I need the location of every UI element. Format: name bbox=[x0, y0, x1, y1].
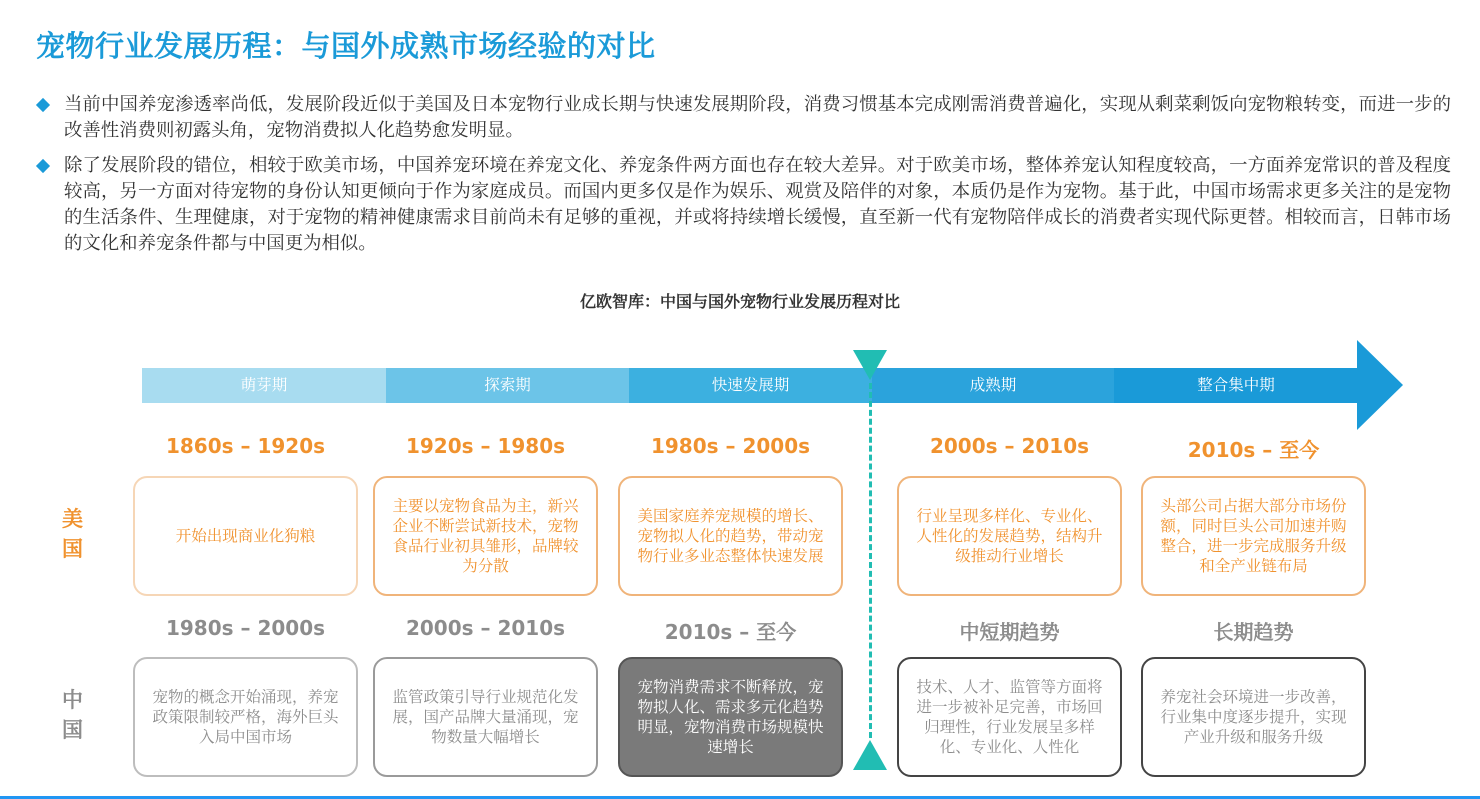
stage-label: 快速发展期 bbox=[711, 376, 790, 394]
cn-box-text: 宠物的概念开始涌现，养宠政策限制较严格，海外巨头入局中国市场 bbox=[152, 688, 339, 746]
us-box-text: 开始出现商业化狗粮 bbox=[175, 527, 316, 545]
us-stage-box bbox=[133, 476, 358, 596]
us-box-text: 美国家庭养宠规模的增长、宠物拟人化的趋势，带动宠物行业多业态整体快速发展 bbox=[637, 507, 824, 565]
stage-bar-4 bbox=[872, 368, 1114, 403]
bullet-paragraph-1 bbox=[36, 92, 1451, 144]
cn-box-text: 宠物消费需求不断释放，宠物拟人化、需求多元化趋势明显，宠物消费市场规模快速增长 bbox=[637, 678, 824, 756]
cn-period-label: 中短期趋势 bbox=[959, 620, 1060, 644]
us-period-label: 2010s – 至今 bbox=[1187, 438, 1320, 462]
us-box-text: 主要以宠物食品为主，新兴企业不断尝试新技术，宠物食品行业初具雏形，品牌较为分散 bbox=[392, 497, 579, 575]
bullet-text: 除了发展阶段的错位，相较于欧美市场，中国养宠环境在养宠文化、养宠条件两方面也存在较大差异。对于欧美市场，整体养宠认知程度较高，一方面养宠常识的普及程度较高，另一方面对待宠物的身份认知更倾向于作为家庭成员。而国内更多仅是作为娱乐、观赏及陪伴的对象，本质仍是作为宠物。基于此，中国市场需求更多关注的是宠物的生活条件、生理健康，对于宠物的精神健康需求目前尚未有足够的重视，并或将持续增长缓慢，直至新一代有宠物陪伴成长的消费者实现代际更替。相较而言，日韩市场的文化和养宠条件都与中国更为相似。 bbox=[64, 155, 1451, 254]
us-period-label: 1920s – 1980s bbox=[405, 434, 566, 458]
figure-title: 亿欧智库：中国与国外宠物行业发展历程对比 bbox=[579, 292, 900, 311]
cn-box-text: 技术、人才、监管等方面将进一步被补足完善，市场回归理性，行业发展呈多样化、专业化、人性化 bbox=[916, 678, 1103, 756]
us-period-label: 1980s – 2000s bbox=[650, 434, 811, 458]
cn-period-label: 1980s – 2000s bbox=[165, 616, 326, 640]
stage-bar-3 bbox=[629, 368, 872, 403]
stage-label: 探索期 bbox=[484, 376, 531, 394]
cn-period-label: 2010s – 至今 bbox=[664, 620, 797, 644]
cn-period-label: 长期趋势 bbox=[1213, 620, 1294, 644]
stage-bar-5 bbox=[1114, 368, 1358, 403]
row-label-us: 美国 bbox=[62, 507, 83, 561]
us-stage-box bbox=[897, 476, 1122, 596]
stage-label: 整合集中期 bbox=[1197, 376, 1275, 394]
current-position-top-triangle-icon bbox=[853, 350, 887, 380]
us-period-label: 1860s – 1920s bbox=[165, 434, 326, 458]
cn-period-label: 2000s – 2010s bbox=[405, 616, 566, 640]
us-stage-box bbox=[1141, 476, 1366, 596]
stage-label: 成熟期 bbox=[969, 376, 1017, 394]
bullet-paragraph-2 bbox=[36, 153, 1451, 257]
current-position-dashed-line bbox=[869, 383, 872, 738]
cn-trend-box-long-term bbox=[1141, 657, 1366, 777]
bullet-text: 当前中国养宠渗透率尚低，发展阶段近似于美国及日本宠物行业成长期与快速发展期阶段，消费习惯基本完成刚需消费普遍化，实现从剩菜剩饭向宠物粮转变，而进一步的改善性消费则初露头角，宠物消费拟人化趋势愈发明显。 bbox=[64, 94, 1451, 141]
stage-bar-1 bbox=[142, 368, 386, 403]
us-stage-box bbox=[618, 476, 843, 596]
stage-label: 萌芽期 bbox=[240, 376, 288, 394]
cn-stage-box bbox=[373, 657, 598, 777]
cn-trend-box-short-term bbox=[897, 657, 1122, 777]
cn-stage-box bbox=[133, 657, 358, 777]
stage-bar-2 bbox=[386, 368, 629, 403]
us-box-text: 行业呈现多样化、专业化、人性化的发展趋势，结构升级推动行业增长 bbox=[916, 507, 1103, 565]
us-period-label: 2000s – 2010s bbox=[929, 434, 1090, 458]
timeline-arrow-head-icon bbox=[1357, 340, 1403, 430]
us-stage-box bbox=[373, 476, 598, 596]
us-box-text: 头部公司占据大部分市场份额，同时巨头公司加速并购整合，进一步完成服务升级和全产业链布局 bbox=[1160, 497, 1347, 575]
current-position-bottom-triangle-icon bbox=[853, 740, 887, 770]
cn-box-text: 监管政策引导行业规范化发展，国产品牌大量涌现，宠物数量大幅增长 bbox=[392, 688, 579, 746]
page-title: 宠物行业发展历程：与国外成熟市场经验的对比 bbox=[36, 29, 656, 63]
row-label-cn: 中国 bbox=[62, 688, 83, 742]
cn-stage-box-current bbox=[618, 657, 843, 777]
cn-box-text: 养宠社会环境进一步改善，行业集中度逐步提升，实现产业升级和服务升级 bbox=[1160, 688, 1347, 746]
